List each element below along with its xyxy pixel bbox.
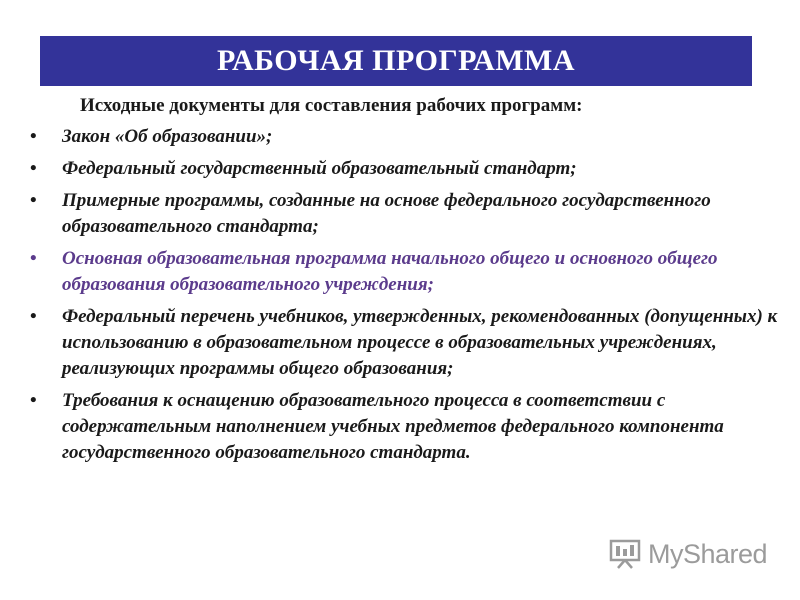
bullet-item [22,304,782,382]
bullet-item [22,388,782,466]
bullet-dot: • [30,248,37,269]
bullet-dot: • [30,390,37,411]
bullet-text: Закон «Об образовании»; [62,126,273,147]
bullet-dot: • [30,158,37,179]
watermark-text: MyShared [648,538,768,569]
bullet-text: Федеральный перечень учебников, утвержденных, рекомендованных (допущенных) к использованию в образовательном процессе в образовательных учреждениях, реализующих программы общего образования; [62,306,778,379]
bullet-item-highlighted [22,246,782,298]
bullet-dot: • [30,126,37,147]
bullet-item [22,124,782,150]
bullet-item [22,188,782,240]
presentation-board-icon [608,537,642,571]
bullet-text: Примерные программы, созданные на основе федерального государственного образовательного стандарта; [62,190,711,237]
bullet-text: Федеральный государственный образовательный стандарт; [62,158,577,179]
bullet-text: Основная образовательная программа начального общего и основного общего образования образовательного учреждения; [62,248,718,295]
title-banner [40,36,752,86]
page-title: РАБОЧАЯ ПРОГРАММА [216,44,576,77]
bullet-list [22,124,782,472]
bullet-item [22,156,782,182]
bullet-dot: • [30,190,37,211]
bullet-dot: • [30,306,37,327]
subtitle: Исходные документы для составления рабочих программ: [80,95,583,116]
watermark-logo [608,536,767,572]
bullet-text: Требования к оснащению образовательного процесса в соответствии с содержательным наполнением учебных предметов федерального компонента государственного образовательного стандарта. [62,390,724,463]
